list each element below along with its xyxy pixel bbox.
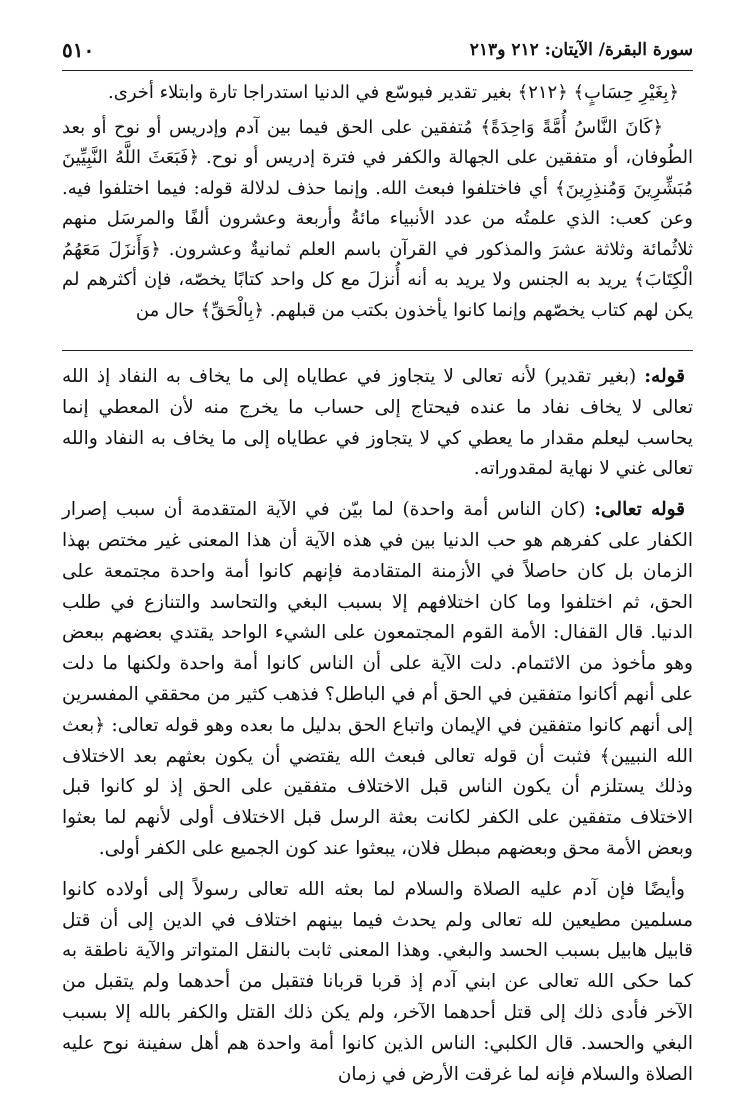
commentary-body: وأيضًا فإن آدم عليه الصلاة والسلام لما بعثه الله تعالى رسولاً إلى أولاده كانوا مسلمين مطيعين لله تعالى ولم يحدث فيما بينهم اختلاف في الدين إلى أن قتل قابيل هابيل بسبب الحسد والبغي. وهذا المعنى ثابت بالنقل المتواتر والآية ناطقة به كما حكى الله تعالى عن ابني آدم إذ قربا قربانا فتقبل من أحدهما ولم يتقبل من الآخر فأدى ذلك إلى قتل أحدهما الآخر، ولم يكن ذلك القتل والكفر بالله إلا بسبب البغي والحسد. قال الكلبي: الناس الذين كانوا أمة واحدة هم أهل سفينة نوح عليه الصلاة والسلام فإنه لما غرقت الأرض في زمان — [62, 878, 693, 1085]
commentary-text — [62, 362, 693, 1100]
commentary-body: (كان الناس أمة واحدة) لما بيّن في الآية المتقدمة أن سبب إصرار الكفار على كفرهم هو حب الدنيا بين في هذه الآية أن هذا المعنى غير مختص بهذا الزمان بل كان حاصلاً في الأزمنة المتقادمة فإنهم كانوا أمة واحدة مجتمعة على الحق، ثم اختلفوا وما كان اختلافهم إلا بسبب البغي والتحاسد والتنازع في طلب الدنيا. قال القفال: الأمة القوم المجتمعون على الشيء الواحد يقتدي بعضهم ببعض وهو مأخوذ من الائتمام. دلت الآية على أن الناس كانوا أمة واحدة ولكنها ما دلت على أنهم أكانوا متفقين في الحق أم في الباطل؟ فذهب كثير من محققي المفسرين إلى أنهم كانوا متفقين في الإيمان واتباع الحق بدليل ما بعده وهو قوله تعالى: ﴿بعث الله النبيين﴾ فثبت أن قوله تعالى فبعث الله يقتضي أن يكون بعثهم بعد الاختلاف وذلك يستلزم أن يكون الناس قبل الاختلاف متفقين على الحق إذ لو كانوا قبل الاختلاف متفقين على الكفر لكانت بعثة الرسل قبل الاختلاف أولى لأنهم لما بعثوا وبعض الأمة محق وبعضهم مبطل فلان، يبعثوا عند كون الجميع على الكفر أولى. — [62, 499, 693, 859]
main-paragraph: ﴿بِغَيْرِ حِسَابٍ﴾ ﴿٢١٢﴾ بغير تقدير فيوسّع في الدنيا استدراجا تارة وابتلاء أخرى. — [108, 82, 679, 103]
commentary-paragraph — [62, 362, 693, 485]
page-number: ٥١٠ — [62, 38, 95, 62]
commentary-body: (بغير تقدير) لأنه تعالى لا يتجاوز في عطاياه إلى ما يخاف به النفاد إذ الله تعالى لا يخاف نفاد ما عنده فيحتاج إلى حساب ما يخرج منه لأن المعطي إنما يحاسب ليعلم مقدار ما يعطي كي لا يتجاوز في عطاياه إلى ما يخاف به النفاد والله تعالى غني لا نهاية لمقدوراته. — [62, 366, 693, 480]
main-paragraph: ﴿كَانَ النَّاسُ أُمَّةً وَاحِدَةً﴾ مُتفقين على الحق فيما بين آدم وإدريس أو نوح أو بعد الطُوفان، أو متفقين على الجهالة والكفر في فترة إدريس أو نوح. ﴿فَبَعَثَ اللَّهُ النَّبِيِّينَ مُبَشِّرِينَ وَمُنذِرِينَ﴾ أي فاختلفوا فبعث الله. وإنما حذف لدلالة قوله: فيما اختلفوا فيه. وعن كعب: الذي علمتُه من عدد الأنبياء مائةُ وأربعة وعشرون ألفًا والمرسَل منهم ثلاثُمائة وثلاثة عشرَ والمذكور في القرآن باسم العلم ثمانيةٌ وعشرون. ﴿وَأَنزَلَ مَعَهُمُ الْكِتَابَ﴾ يريد به الجنس ولا يريد به أنه أُنزلَ مع كل واحد كتابًا يخصّه، فإن أكثرهم لم يكن لهم كتاب يخصّهم وإنما كانوا يأخذون بكتب من قبلهم. ﴿بِالْحَقِّ﴾ حال من — [62, 116, 693, 321]
commentary-paragraph — [62, 495, 693, 865]
section-divider — [62, 350, 693, 351]
tafsir-main-text — [62, 78, 693, 330]
commentary-paragraph — [62, 875, 693, 1091]
running-title: سورة البقرة/ الآيتان: ٢١٢ و٢١٣ — [469, 40, 693, 60]
commentary-lead: قوله تعالى: — [594, 499, 685, 521]
commentary-lead: قوله: — [644, 366, 685, 387]
page-header — [62, 30, 693, 71]
